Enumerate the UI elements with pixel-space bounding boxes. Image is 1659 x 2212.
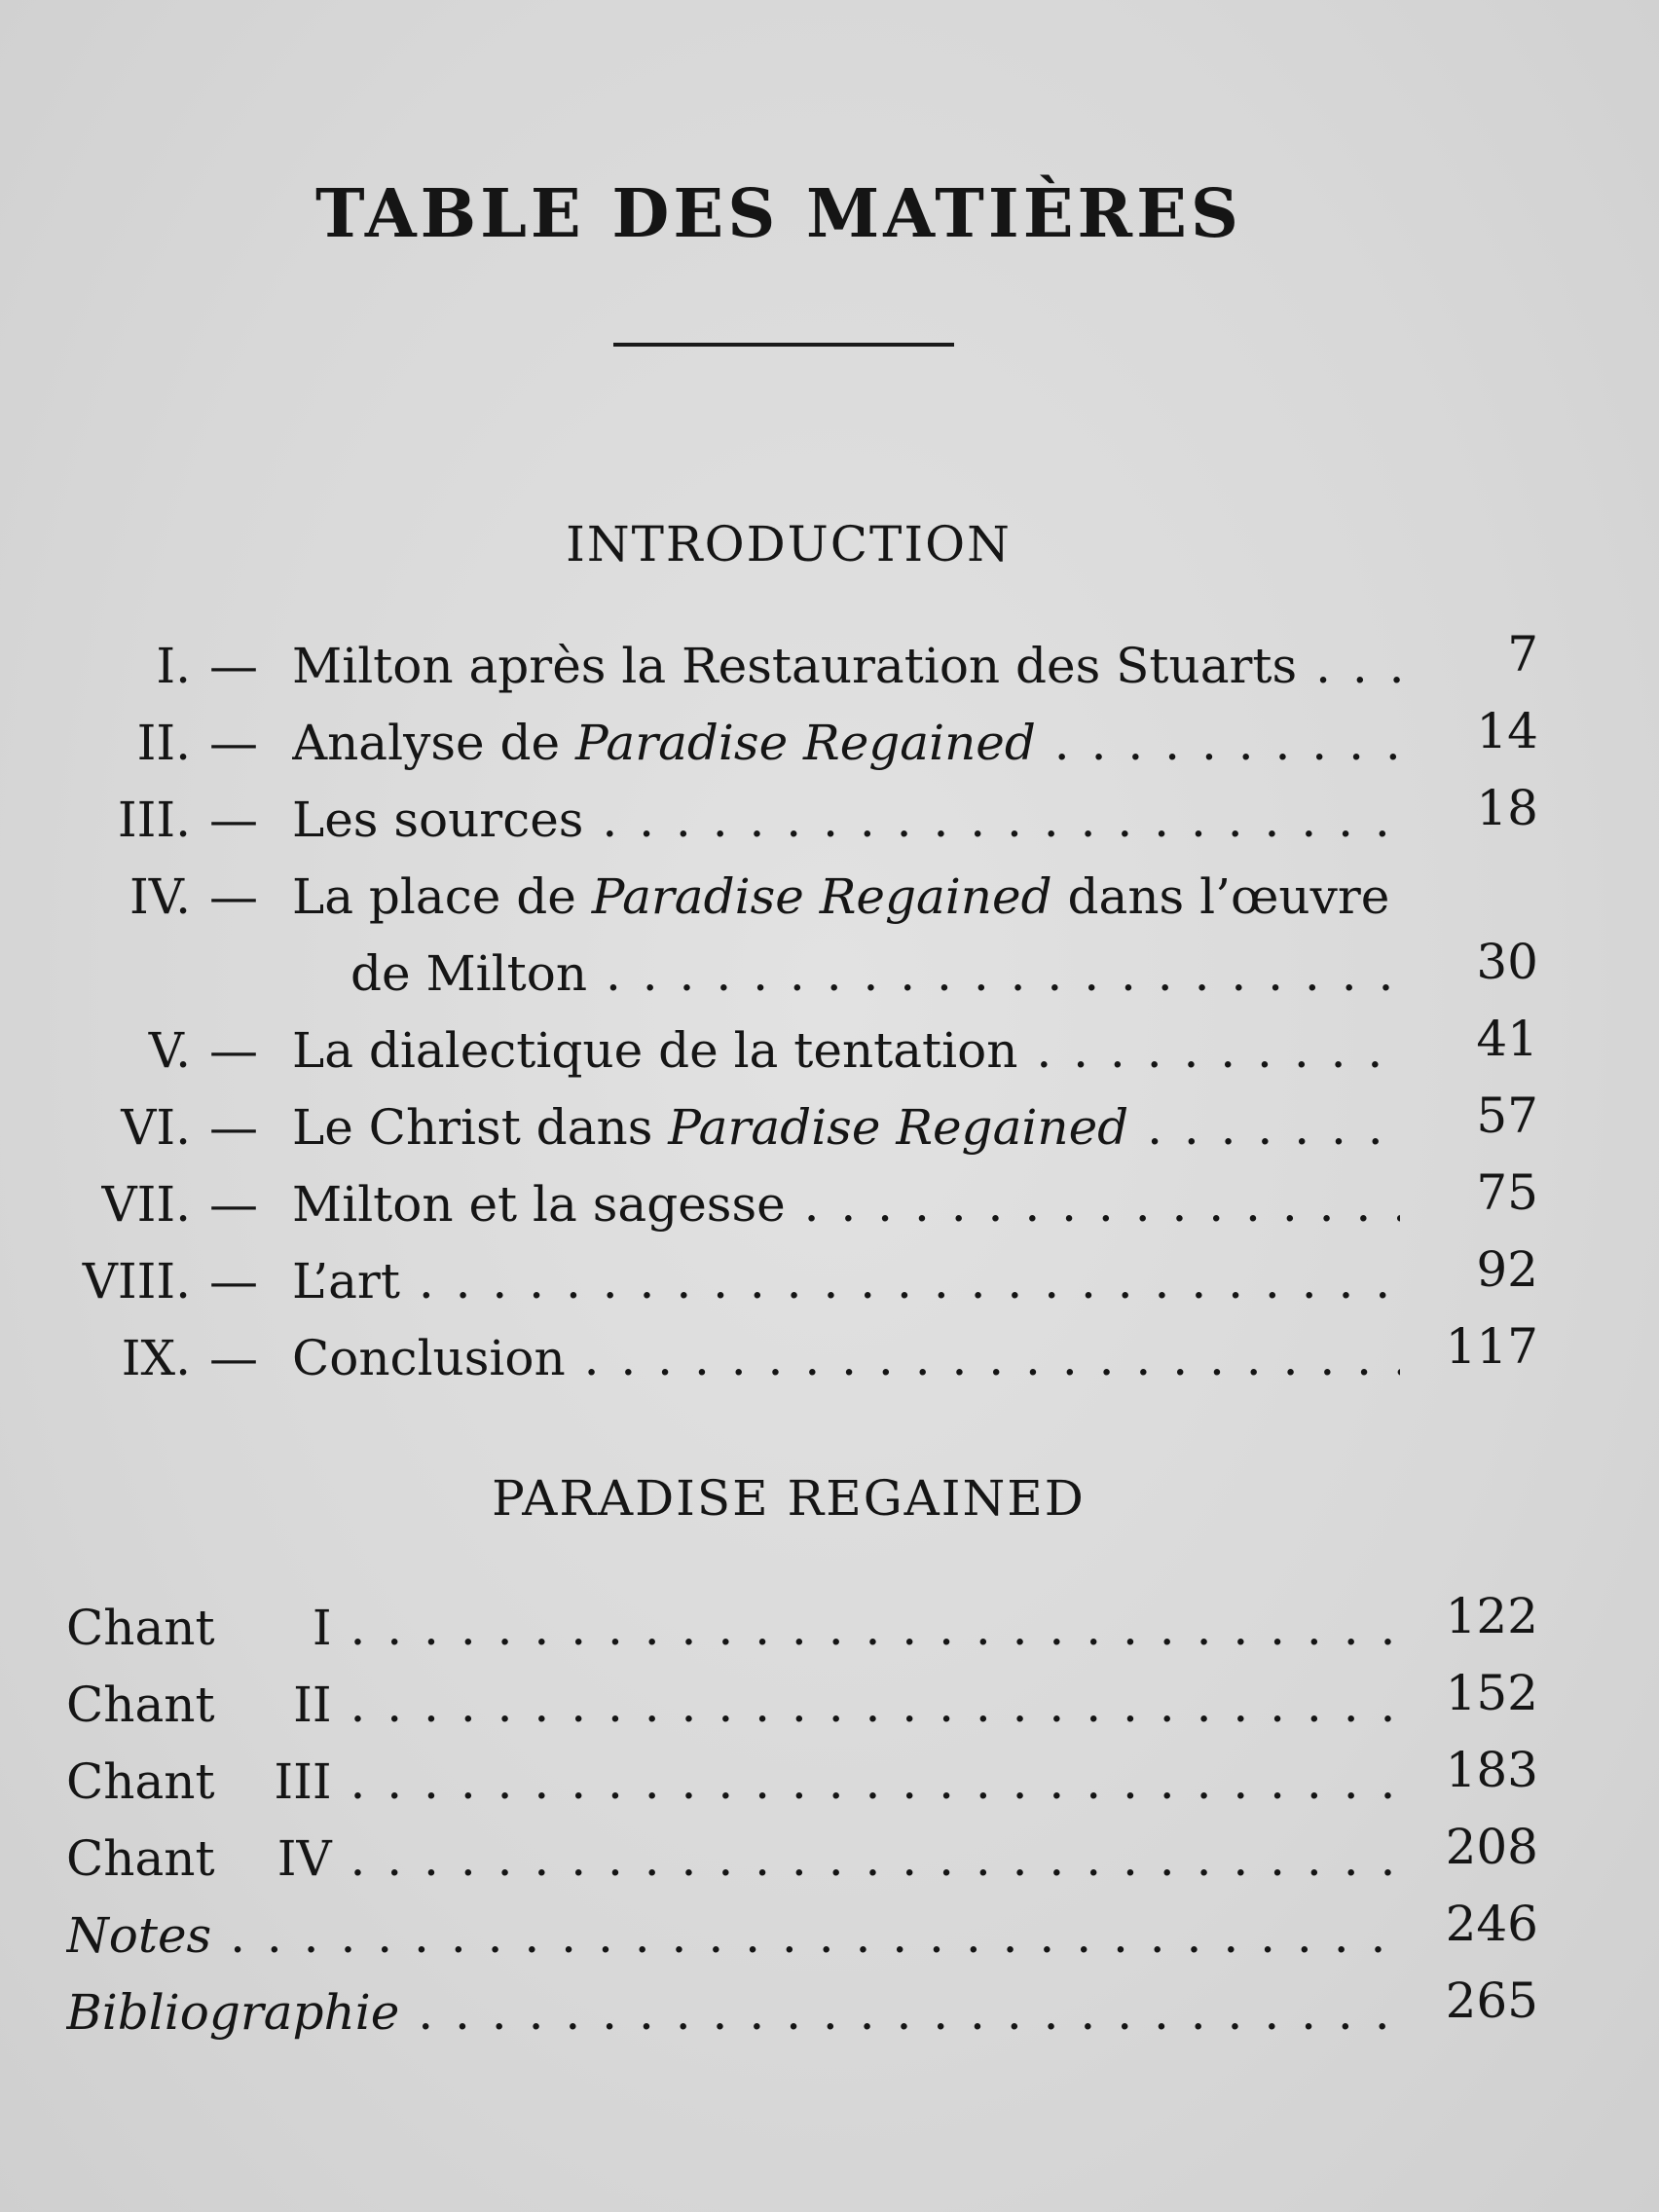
entry-title-continuation: de Milton . . . [350,936,1400,1013]
chapter-numeral: VIII. [82,1253,191,1309]
page-number: 18 [1476,780,1538,836]
entry-title: Milton et la sagesse . . . [292,1166,1400,1243]
toc-entry[interactable] [0,1166,1659,1243]
chapter-numeral: VI. [121,1099,191,1156]
page-number: 122 [1445,1588,1538,1644]
entry-title: Milton après la Restauration des Stuarts . . . [292,628,1400,705]
toc-entry[interactable] [0,1667,1659,1744]
toc-entry[interactable] [0,1898,1659,1974]
entry-title: Chant IV . . . [66,1821,1400,1898]
page-number: 30 [1476,934,1538,990]
toc-entry[interactable] [0,859,1659,1013]
toc-entry[interactable] [0,1089,1659,1166]
section-heading-introduction: INTRODUCTION [566,516,1012,572]
entry-title: La place de Paradise Regained dans l’œuvre [292,868,1390,925]
entry-dash: — [209,1099,258,1156]
toc-entry[interactable] [0,1243,1659,1320]
entry-dash: — [209,1330,258,1386]
page-number: 246 [1445,1896,1538,1952]
chapter-numeral: IX. [121,1330,191,1386]
page-number: 41 [1476,1011,1538,1067]
entry-dash: — [209,1253,258,1309]
toc-entry[interactable] [0,1821,1659,1898]
entry-dash: — [209,868,258,925]
page-number: 14 [1476,703,1538,759]
page-number: 7 [1507,626,1538,682]
paradise-regained-toc [0,1590,1659,2051]
page-number: 183 [1445,1742,1538,1798]
entry-title: Chant III . . . [66,1744,1400,1821]
chapter-numeral: IV. [129,868,191,925]
entry-title: Analyse de Paradise Regained . . . [292,705,1400,782]
toc-entry[interactable] [0,782,1659,859]
page-number: 117 [1445,1318,1538,1375]
entry-dash: — [209,1176,258,1233]
chapter-numeral: I. [156,638,191,694]
page-number: 152 [1445,1665,1538,1721]
page-number: 75 [1476,1164,1538,1221]
entry-dash: — [209,1022,258,1079]
page-number: 208 [1445,1819,1538,1875]
entry-title: Le Christ dans Paradise Regained . . . [292,1089,1400,1166]
section-heading-paradise-regained: PARADISE REGAINED [492,1470,1086,1527]
page-title: TABLE DES MATIÈRES [314,175,1242,253]
entry-title: Bibliographie . . . [66,1974,1400,2051]
toc-entry[interactable] [0,1320,1659,1397]
chapter-numeral: III. [117,792,191,848]
toc-entry[interactable] [0,705,1659,782]
entry-dash: — [209,792,258,848]
toc-entry[interactable] [0,1744,1659,1821]
entry-dash: — [209,715,258,771]
page-number: 265 [1445,1972,1538,2029]
entry-title: Chant I . . . [66,1590,1400,1667]
entry-title: Notes . . . [66,1898,1400,1974]
chapter-numeral: V. [148,1022,191,1079]
chapter-numeral: VII. [101,1176,191,1233]
page-number: 92 [1476,1241,1538,1298]
entry-dash: — [209,638,258,694]
chapter-numeral: II. [136,715,191,771]
entry-title: Chant II . . . [66,1667,1400,1744]
entry-title: Les sources . . . [292,782,1400,859]
toc-entry[interactable] [0,628,1659,705]
entry-title: L’art . . . [292,1243,1400,1320]
toc-entry[interactable] [0,1974,1659,2051]
toc-entry[interactable] [0,1013,1659,1089]
title-rule [613,343,954,347]
entry-title: La dialectique de la tentation . . . [292,1013,1400,1089]
page-number: 57 [1476,1088,1538,1144]
introduction-toc [0,628,1659,1397]
toc-entry[interactable] [0,1590,1659,1667]
entry-title: Conclusion . . . [292,1320,1400,1397]
